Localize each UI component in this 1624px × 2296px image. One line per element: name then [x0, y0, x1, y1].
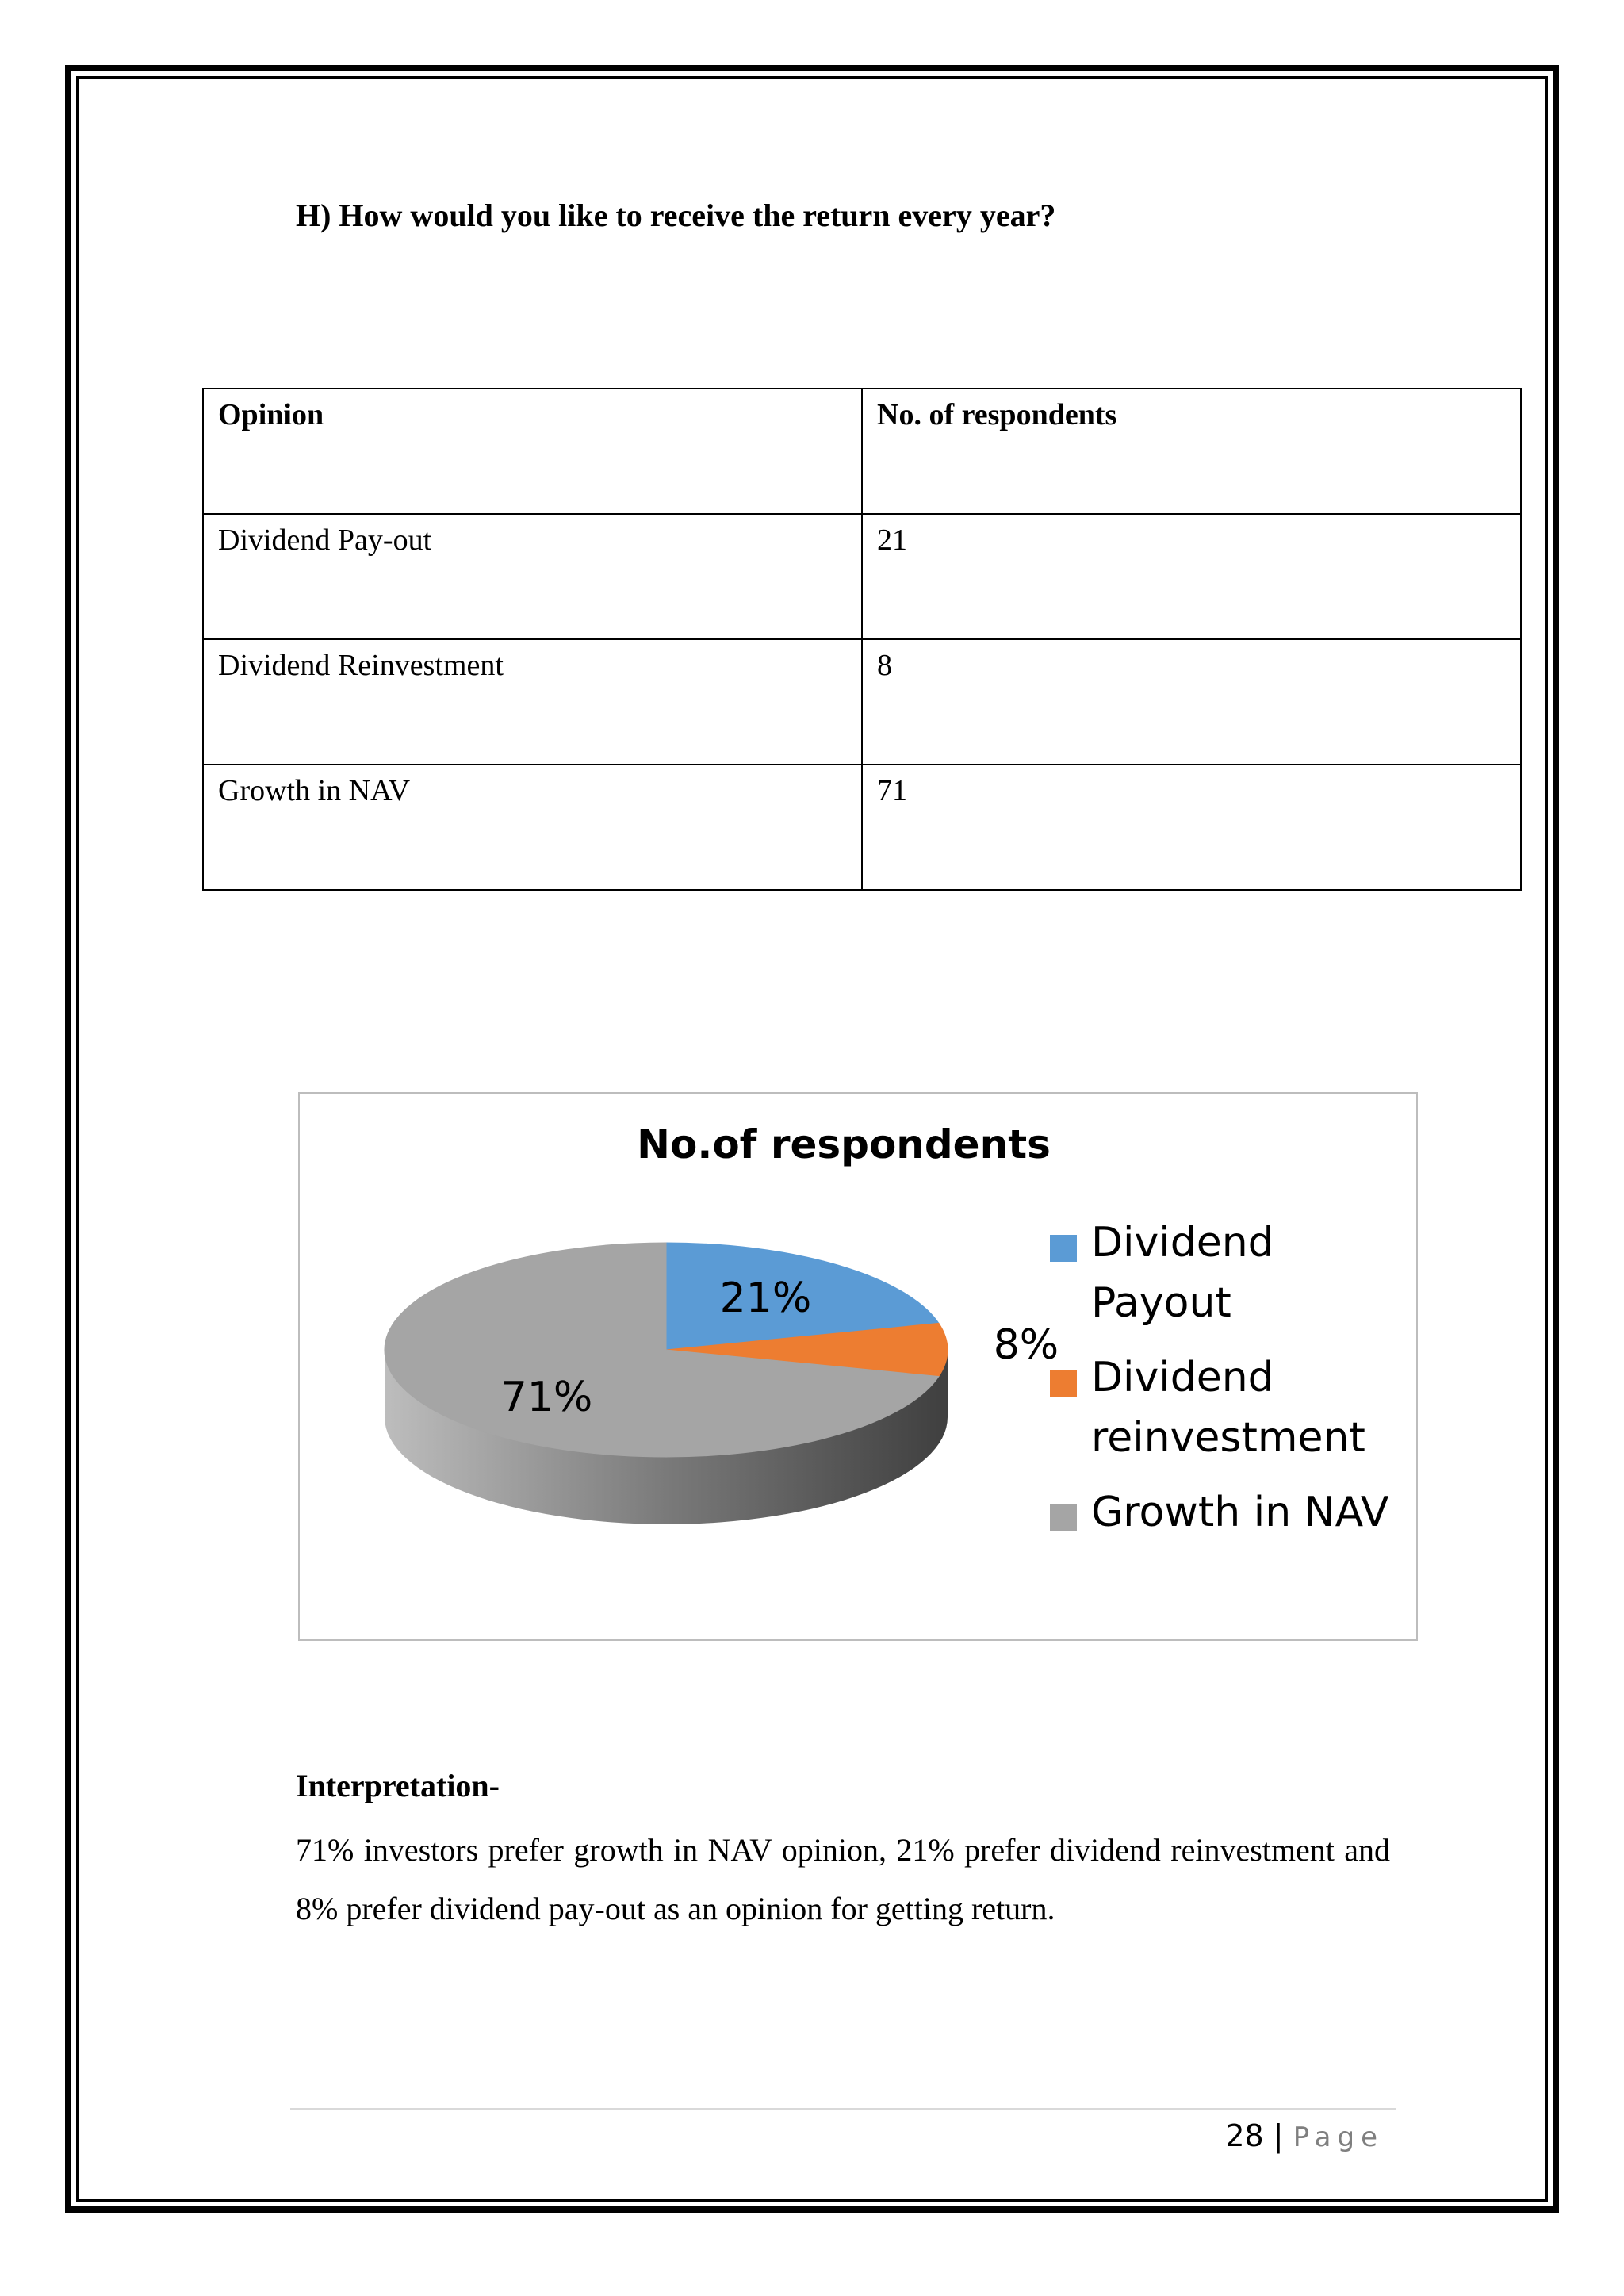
- legend-item: [1050, 1347, 1399, 1468]
- table-cell-opinion: Dividend Reinvestment: [203, 639, 862, 765]
- table-row: [203, 765, 1521, 890]
- legend-swatch: [1050, 1370, 1077, 1397]
- page-number: 28: [1225, 2118, 1264, 2153]
- legend-label: Growth in NAV: [1091, 1489, 1389, 1536]
- legend-item: [1050, 1482, 1399, 1543]
- question-heading: H) How would you like to receive the return every year?: [296, 197, 1056, 233]
- page-word: Page: [1293, 2122, 1384, 2153]
- table-cell-count: 21: [862, 514, 1521, 639]
- legend-swatch: [1050, 1504, 1077, 1531]
- respondents-table: [202, 388, 1522, 891]
- pie-chart: [298, 1092, 1418, 1641]
- interpretation-heading: Interpretation-: [296, 1768, 500, 1803]
- data-label-growth-in-nav: 71%: [500, 1373, 593, 1421]
- legend-swatch: [1050, 1235, 1077, 1262]
- footer-divider: [290, 2108, 1396, 2110]
- footer-separator: |: [1273, 2118, 1284, 2153]
- page-footer: [1225, 2118, 1384, 2153]
- table-header-cell: No. of respondents: [862, 389, 1521, 514]
- table-row: [203, 639, 1521, 765]
- table-cell-opinion: Growth in NAV: [203, 765, 862, 890]
- table-row: [203, 514, 1521, 639]
- table-cell-count: 8: [862, 639, 1521, 765]
- chart-legend: [1050, 1213, 1399, 1557]
- chart-title: No.of respondents: [637, 1121, 1051, 1167]
- table-header-row: [203, 389, 1521, 514]
- legend-label: Dividend reinvestment: [1091, 1354, 1365, 1462]
- table-header-cell: Opinion: [203, 389, 862, 514]
- interpretation-text: 71% investors prefer growth in NAV opinion, 21% prefer dividend reinvestment and 8% prefer dividend pay-out as an opinion for getting return.: [296, 1832, 1390, 1926]
- data-label-dividend-payout: 21%: [719, 1274, 812, 1323]
- legend-label: Dividend Payout: [1091, 1219, 1274, 1327]
- legend-item: [1050, 1213, 1399, 1333]
- data-label-dividend-reinvestment: 8%: [993, 1321, 1059, 1369]
- table-cell-opinion: Dividend Pay-out: [203, 514, 862, 639]
- table-cell-count: 71: [862, 765, 1521, 890]
